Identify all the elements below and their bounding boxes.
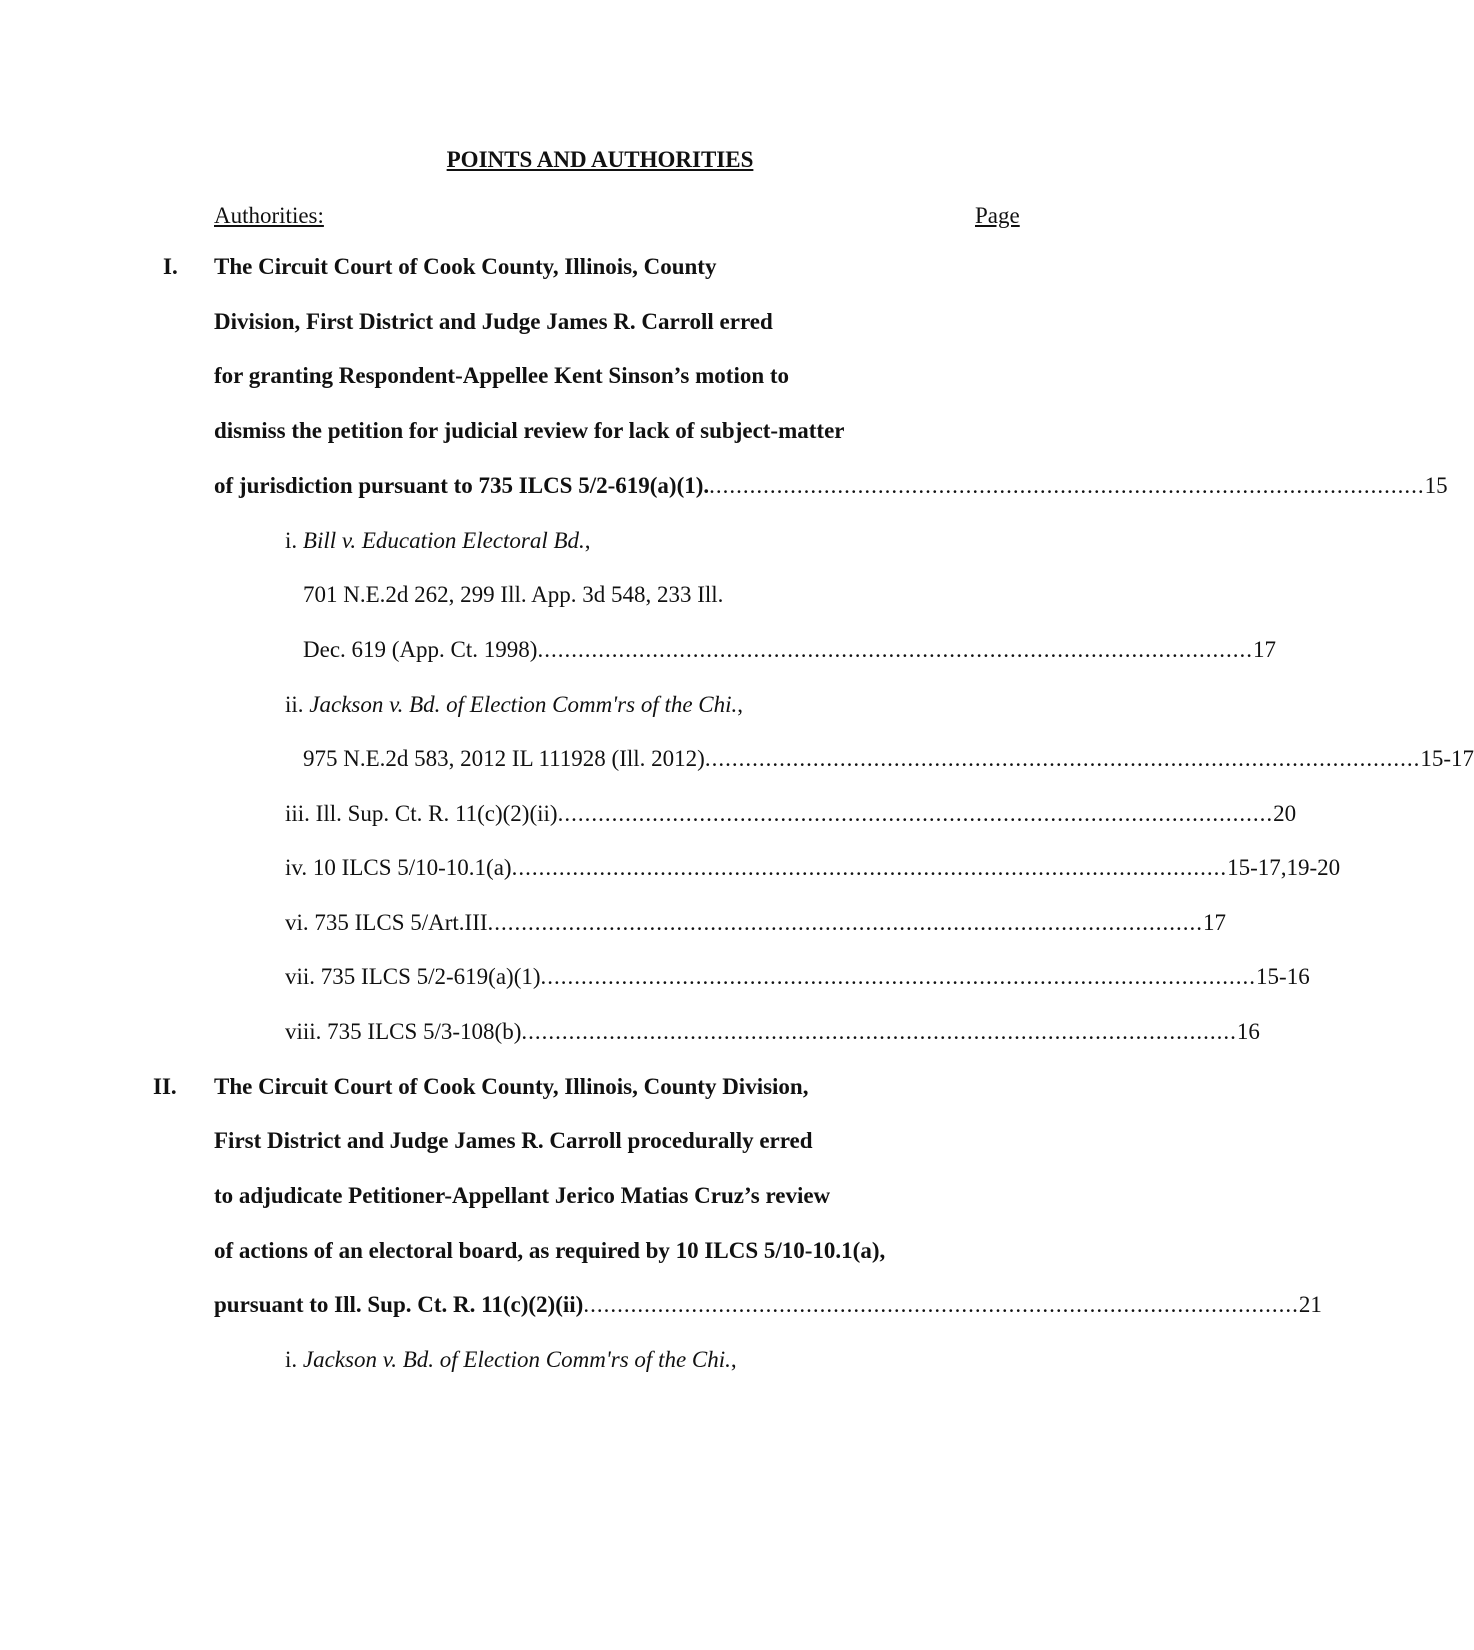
- section-numeral: I.: [163, 254, 178, 279]
- authority-entry: [285, 963, 1310, 991]
- authority-text: 10 ILCS 5/10-10.1(a): [312, 855, 512, 880]
- page-number: 16: [1236, 1019, 1260, 1044]
- page-number: 15-17: [1420, 746, 1474, 771]
- authority-number: vi.: [285, 910, 309, 935]
- authority-number: i.: [285, 528, 298, 553]
- section-heading-line: The Circuit Court of Cook County, Illinois, County Division,: [214, 1074, 809, 1099]
- authority-entry: [285, 1346, 737, 1374]
- authority-number: iv.: [285, 855, 308, 880]
- page-number: 17: [1252, 637, 1276, 662]
- section-heading-line: First District and Judge James R. Carroll procedurally erred: [214, 1128, 813, 1153]
- authority-entry: [285, 854, 1341, 882]
- case-name: Jackson v. Bd. of Election Comm'rs of the Chi.: [302, 1347, 731, 1372]
- section-heading-entry: [214, 472, 1448, 500]
- case-name: Bill v. Education Electoral Bd.: [302, 528, 585, 553]
- page-number: 17: [1203, 910, 1227, 935]
- dot-leader: ..........................................................................................................: [704, 746, 1421, 771]
- dot-leader: ..........................................................................................................: [487, 910, 1204, 935]
- case-name: Jackson v. Bd. of Election Comm'rs of the Chi.: [309, 692, 738, 717]
- section-heading-line: to adjudicate Petitioner-Appellant Jerico Matias Cruz’s review: [214, 1183, 831, 1208]
- authority-number: iii.: [285, 801, 310, 826]
- authority-entry: [285, 1018, 1260, 1046]
- case-punctuation: ,: [737, 692, 744, 717]
- authority-text: 735 ILCS 5/Art.III: [314, 910, 488, 935]
- citation-line: Dec. 619 (App. Ct. 1998): [303, 637, 538, 662]
- authority-entry: [285, 909, 1227, 937]
- authority-text: Ill. Sup. Ct. R. 11(c)(2)(ii): [315, 801, 558, 826]
- authority-entry: [285, 527, 591, 555]
- section-heading-line: dismiss the petition for judicial review for lack of subject-matter: [214, 418, 845, 443]
- dot-leader: ..........................................................................................................: [511, 855, 1228, 880]
- authority-text: 735 ILCS 5/3-108(b): [327, 1019, 522, 1044]
- section-heading-entry: [214, 1291, 1322, 1319]
- dot-leader: ..........................................................................................................: [540, 964, 1257, 989]
- dot-leader: ..........................................................................................................: [709, 473, 1425, 498]
- dot-leader: ..........................................................................................................: [557, 801, 1274, 826]
- document-title: POINTS AND AUTHORITIES: [446, 147, 754, 172]
- dot-leader: ..........................................................................................................: [583, 1292, 1299, 1317]
- authorities-column-header: Authorities:: [214, 203, 324, 228]
- authority-number: vii.: [285, 964, 316, 989]
- page-number: 21: [1298, 1292, 1322, 1317]
- citation-line: 975 N.E.2d 583, 2012 IL 111928 (Ill. 2012): [303, 746, 705, 771]
- authority-number: i.: [285, 1347, 298, 1372]
- page-number: 15-16: [1256, 964, 1310, 989]
- case-punctuation: ,: [730, 1347, 737, 1372]
- page-number: 20: [1273, 801, 1297, 826]
- citation-entry: [303, 745, 1474, 773]
- section-heading-line: for granting Respondent-Appellee Kent Sinson’s motion to: [214, 363, 790, 388]
- page-number: 15: [1424, 473, 1448, 498]
- authority-text: 735 ILCS 5/2-619(a)(1): [320, 964, 541, 989]
- authority-number: ii.: [285, 692, 304, 717]
- section-heading-line: of actions of an electoral board, as required by 10 ILCS 5/10-10.1(a),: [214, 1238, 886, 1263]
- section-heading-line: pursuant to Ill. Sup. Ct. R. 11(c)(2)(ii): [214, 1292, 584, 1317]
- case-punctuation: ,: [584, 528, 591, 553]
- authority-entry: [285, 691, 743, 719]
- section-heading-line: Division, First District and Judge James R. Carroll erred: [214, 309, 773, 334]
- page-number: 15-17,19-20: [1227, 855, 1341, 880]
- section-numeral: II.: [153, 1074, 177, 1099]
- citation-line: 701 N.E.2d 262, 299 Ill. App. 3d 548, 233 Ill.: [303, 582, 724, 607]
- authority-number: viii.: [285, 1019, 322, 1044]
- section-heading-line: of jurisdiction pursuant to 735 ILCS 5/2-619(a)(1).: [214, 473, 710, 498]
- section-heading-line: The Circuit Court of Cook County, Illinois, County: [214, 254, 717, 279]
- authority-entry: [285, 800, 1297, 828]
- page-column-header: Page: [975, 203, 1020, 228]
- dot-leader: ..........................................................................................................: [521, 1019, 1237, 1044]
- dot-leader: ..........................................................................................................: [537, 637, 1253, 662]
- citation-entry: [303, 636, 1276, 664]
